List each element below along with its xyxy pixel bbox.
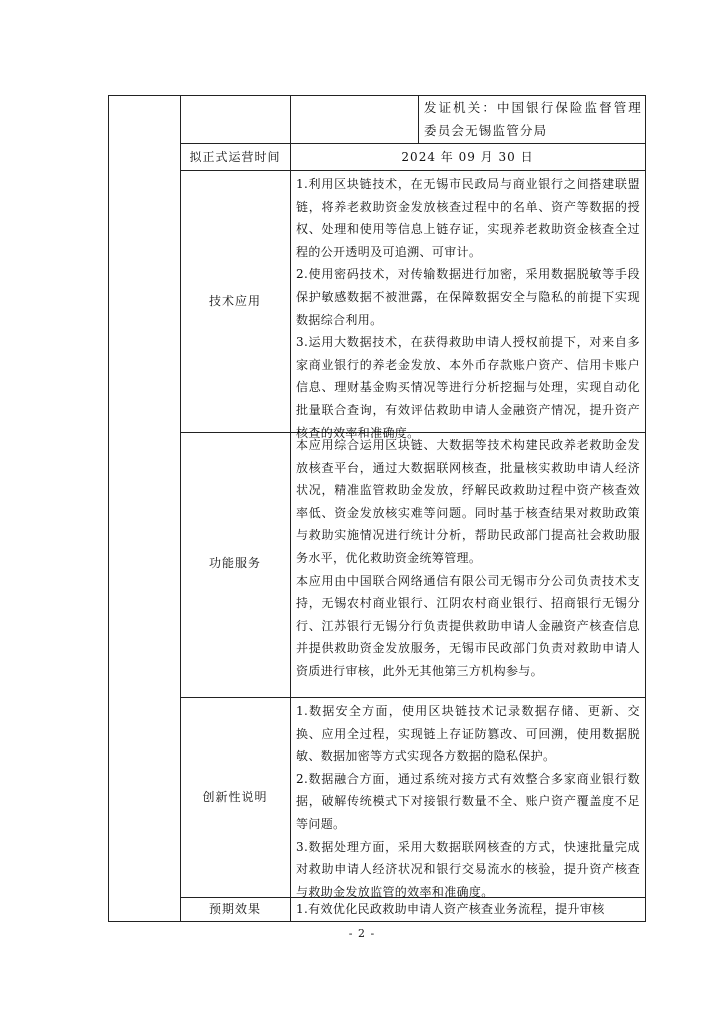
function-paragraph-1: 本应用综合运用区块链、大数据等技术构建民政养老救助金发放核查平台，通过大数据联网核查，批量核实救助申请人经济状况，精准监管救助金发放，纾解民政救助过程中资产核查效率低、资金发放核实难等问题。同时基于核查结果对救助政策与救助实施情况进行统计分析，帮助民政部门提高社会救助服务水平，优化救助资金统筹管理。 bbox=[296, 438, 640, 565]
innovation-content bbox=[296, 700, 640, 903]
innovation-paragraph-3: 3.数据处理方面，采用大数据联网核查的方式，快速批量完成对救助申请人经济状况和银行交易流水的核验，提升资产核查与救助金发放监管的效率和准确度。 bbox=[296, 839, 640, 899]
function-paragraph-2: 本应用由中国联合网络通信有限公司无锡市分公司负责技术支持，无锡农村商业银行、江阴农村商业银行、招商银行无锡分行、江苏银行无锡分行负责提供救助申请人金融资产核查信息并提供救助资金发放服务，无锡市民政部门负责对救助申请人资质进行审核，此外无其他第三方机构参与。 bbox=[296, 573, 640, 678]
table-border-col2 bbox=[290, 95, 291, 143]
launch-time-label: 拟正式运营时间 bbox=[189, 150, 281, 164]
row-divider-2 bbox=[180, 170, 645, 171]
page-number: - 2 - bbox=[348, 927, 376, 940]
tech-paragraph-2: 2.使用密码技术，对传输数据进行加密，采用数据脱敏等手段保护敏感数据不被泄露，在保障数据安全与隐私的前提下实现数据综合利用。 bbox=[296, 267, 640, 327]
function-label: 功能服务 bbox=[208, 556, 261, 570]
innovation-paragraph-1: 1.数据安全方面，使用区块链技术记录数据存储、更新、交换、应用全过程，实现链上存证防篡改、可回溯，使用数据脱敏、数据加密等方式实现各方数据的隐私保护。 bbox=[296, 704, 640, 764]
effect-paragraph-1: 1.有效优化民政救助申请人资产核查业务流程，提升审核 bbox=[296, 902, 605, 916]
innovation-label: 创新性说明 bbox=[202, 790, 268, 804]
function-content bbox=[296, 434, 640, 683]
innovation-paragraph-2: 2.数据融合方面，通过系统对接方式有效整合多家商业银行数据，破解传统模式下对接银行数量不全、账户资产覆盖度不足等问题。 bbox=[296, 771, 640, 831]
table-border-left bbox=[108, 95, 109, 922]
tech-paragraph-3: 3.运用大数据技术，在获得救助申请人授权前提下，对来自多家商业银行的养老金发放、本外币存款账户资产、信用卡账户信息、理财基金购买情况等进行分析挖掘与处理，实现自动化批量联合查询，有效评估救助申请人金融资产情况，提升资产核查的效率和准确度。 bbox=[296, 335, 640, 440]
issuer-cell bbox=[424, 96, 642, 142]
table-border-split bbox=[290, 143, 291, 922]
effect-label: 预期效果 bbox=[208, 902, 261, 916]
issuer-text: 发证机关：中国银行保险监督管理委员会无锡监管分局 bbox=[424, 100, 642, 138]
tech-label: 技术应用 bbox=[208, 294, 261, 308]
launch-time-value: 2024 年 09 月 30 日 bbox=[401, 150, 534, 164]
effect-content bbox=[296, 898, 640, 921]
tech-paragraph-1: 1.利用区块链技术，在无锡市民政局与商业银行之间搭建联盟链，将养老救助资金发放核查过程中的名单、资产等数据的授权、处理和使用等信息上链存证，实现养老救助资金核查全过程的公开透明及可追溯、可审计。 bbox=[296, 177, 640, 259]
table-border-col3 bbox=[418, 95, 419, 143]
table-border-bottom bbox=[108, 921, 645, 922]
table-border-right bbox=[645, 95, 646, 922]
tech-content bbox=[296, 173, 640, 444]
row-divider-4 bbox=[180, 697, 645, 698]
